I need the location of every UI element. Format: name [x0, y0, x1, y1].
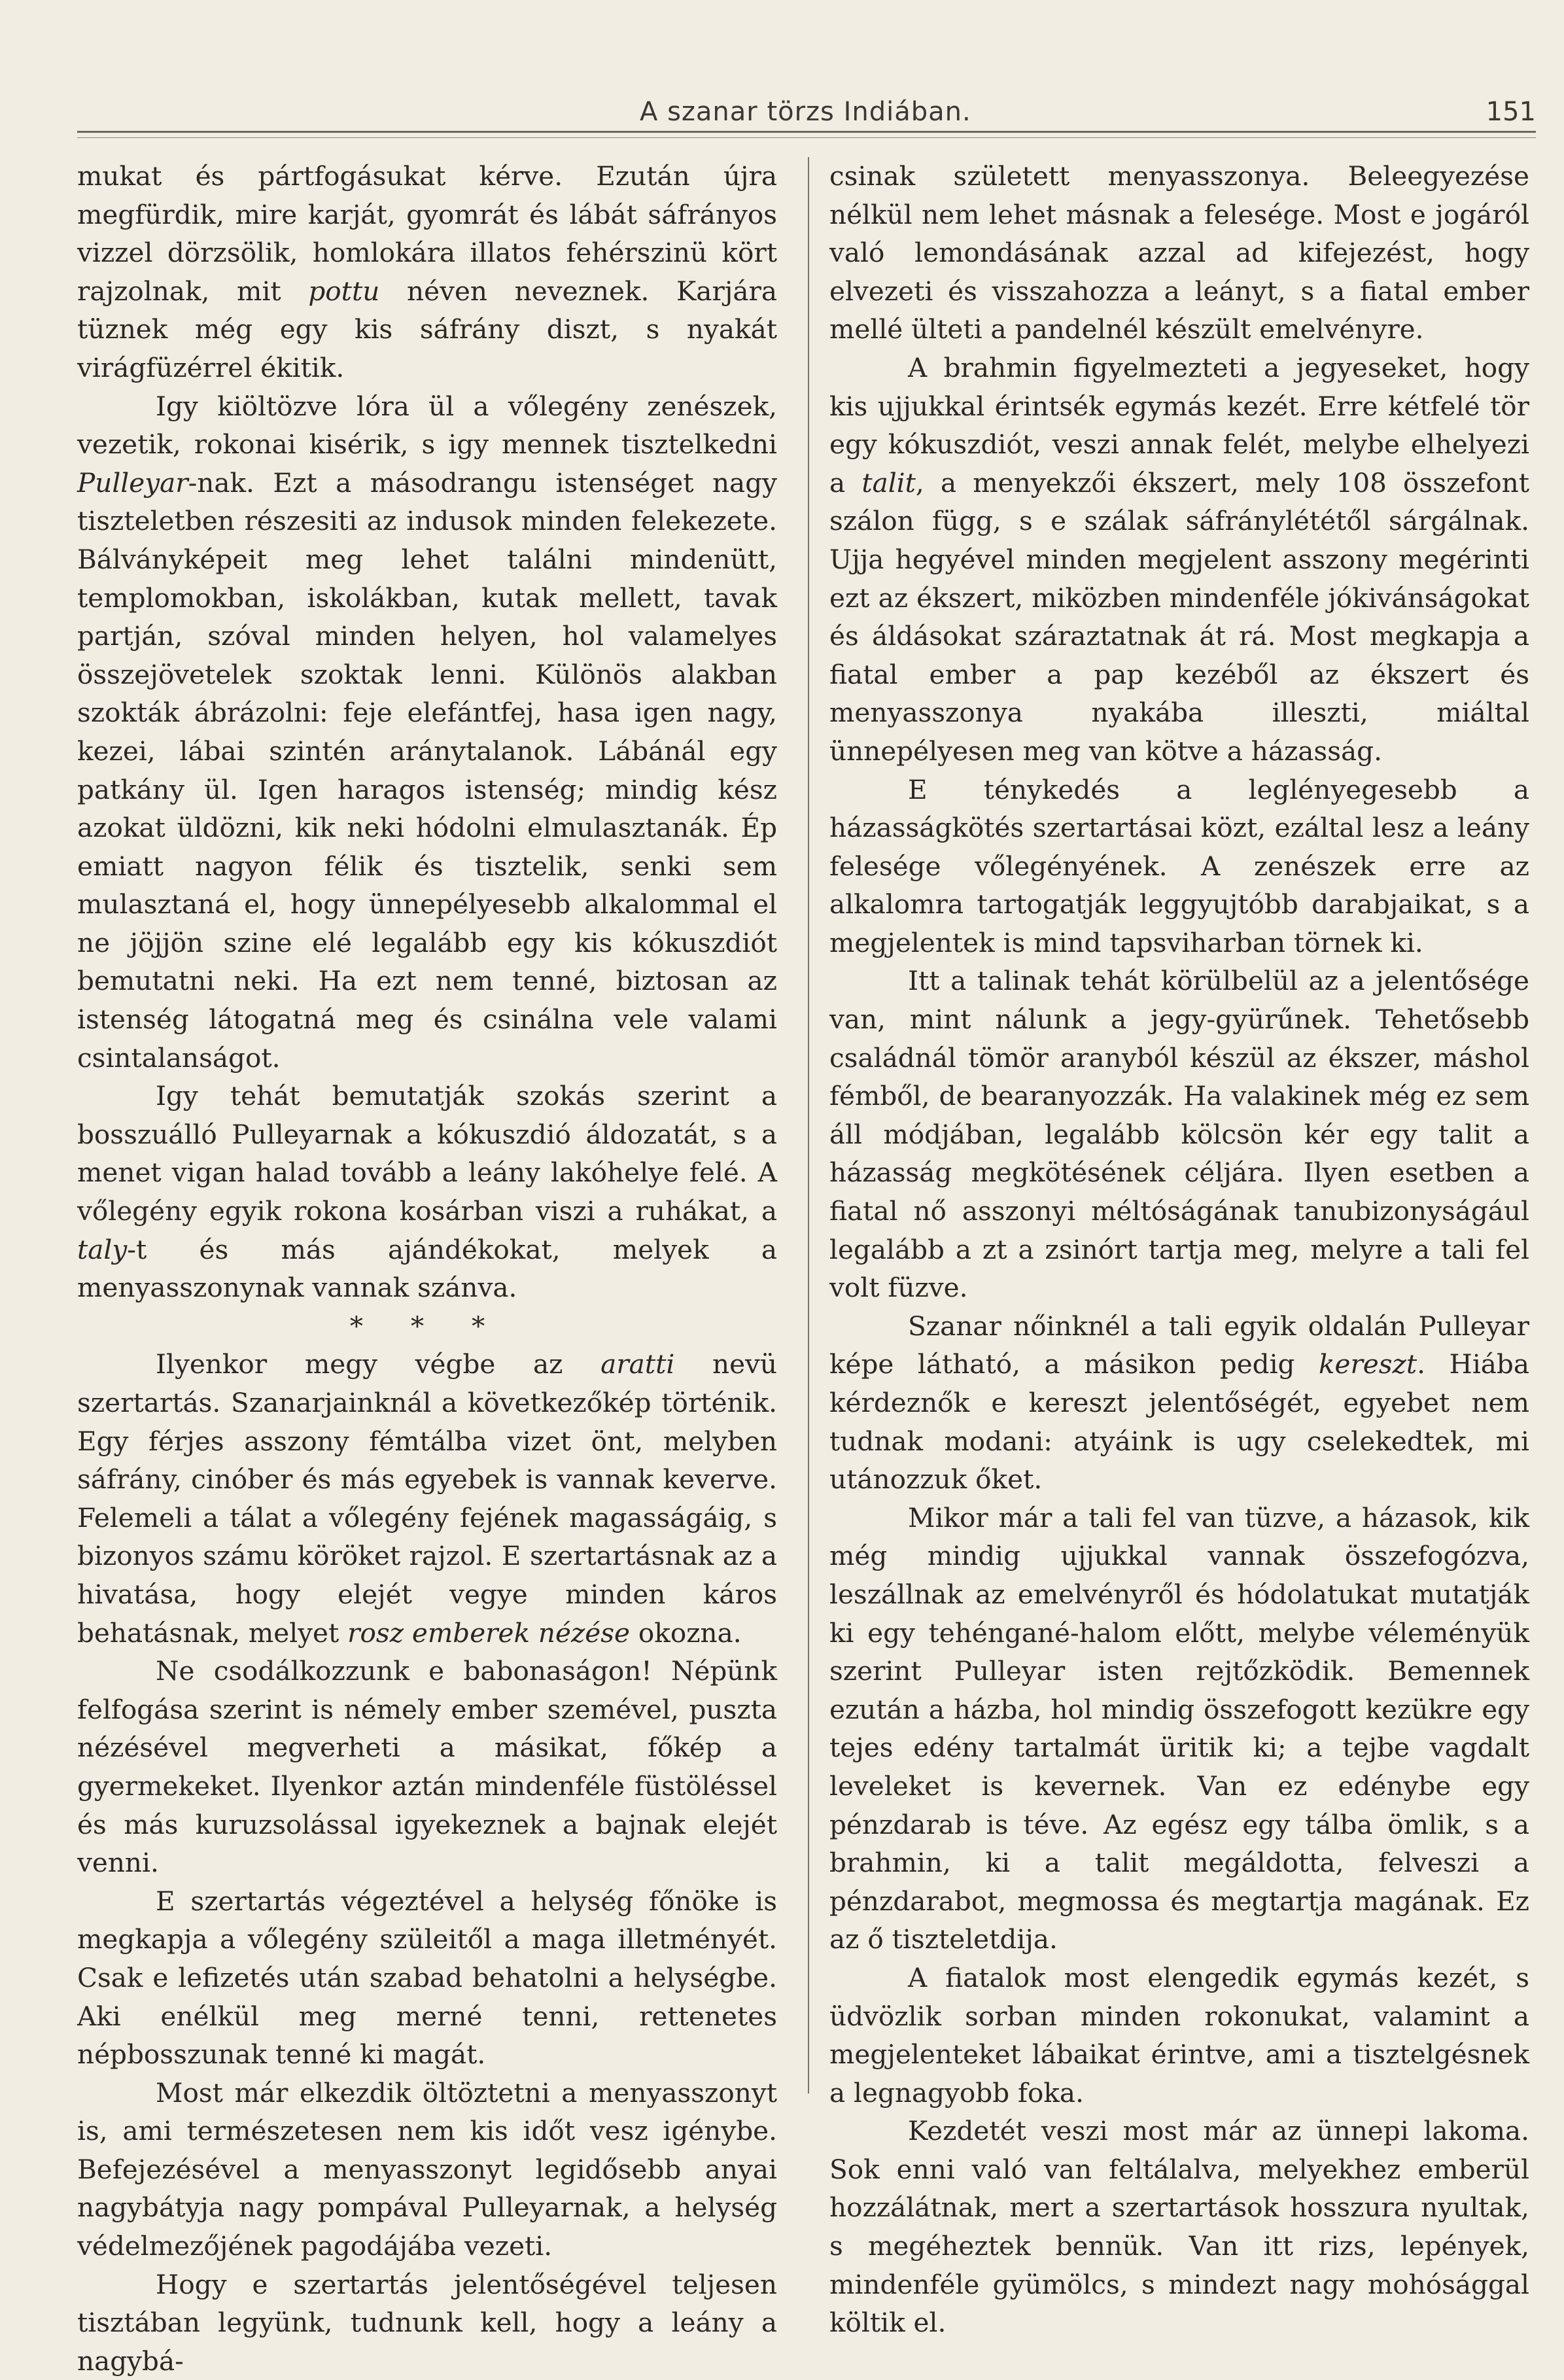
- left-column: [77, 157, 777, 2380]
- paragraph: Itt a talinak tehát körülbelül az a jelentősége van, mint nálunk a jegy-gyürűnek. Tehetősebb családnál tömör aranyból készül az ékszer, máshol fémből, de bearanyozzák. Ha valakinek még ez sem áll módjában, legalább kölcsön kér egy talit a házasság megkötésének céljára. Ilyen esetben a fiatal nő asszonyi méltóságának tanubizonyságául legalább a zt a zsinórt tartja meg, melyre a tali fel volt füzve.: [829, 965, 1529, 1304]
- running-header: [77, 92, 1536, 144]
- paragraph: Igy kiöltözve lóra ül a vőlegény zenészek, vezetik, rokonai kisérik, s igy mennek tisztelkedni Pulleyar-nak. Ezt a másodrangu istenséget nagy tiszteletben részesiti az indusok minden felekezete. Bálványképeit meg lehet találni mindenütt, templomokban, iskolákban, kutak mellett, tavak partján, szóval minden helyen, hol valamelyes összejövetelek szoktak lenni. Különös alakban szokták ábrázolni: feje elefántfej, hasa igen nagy, kezei, lábai szintén aránytalanok. Lábánál egy patkány ül. Igen haragos istenség; mindig kész azokat üldözni, kik neki hódolni elmulasztanák. Ép emiatt nagyon félik és tisztelik, senki sem mulasztaná el, hogy ünnepélyesebb alkalommal el ne jöjjön szine elé legalább egy kis kókuszdiót bemutatni neki. Ha ezt nem tenné, biztosan az istenség látogatná meg és csinálna vele valami csintalanságot.: [77, 390, 777, 1074]
- paragraph: Kezdetét veszi most már az ünnepi lakoma. Sok enni való van feltálalva, melyekhez emberül hozzálátnak, mert a szertartások hosszura nyultak, s megéheztek bennük. Van itt rizs, lepények, mindenféle gyümölcs, s mindezt nagy mohósággal költik el.: [829, 2115, 1529, 2339]
- column-divider: [808, 157, 809, 2093]
- paragraph: Hogy e szertartás jelentőségével teljesen tisztában legyünk, tudnunk kell, hogy a leány a nagybá-: [77, 2268, 777, 2377]
- paragraph: Szanar nőinknél a tali egyik oldalán Pulleyar képe látható, a másikon pedig kereszt. Hiába kérdeznők e kereszt jelentőségét, egyebet nem tudnak modani: atyáink is ugy cselekedtek, mi utánozzuk őket.: [829, 1310, 1529, 1496]
- right-column: [829, 157, 1529, 2342]
- header-rule-thin: [77, 137, 1536, 138]
- paragraph: Ne csodálkozzunk e babonaságon! Népünk felfogása szerint is némely ember szemével, puszta nézésével megverheti a másikat, főkép a gyermekeket. Ilyenkor aztán mindenféle füstöléssel és más kuruzsolással igyekeznek a bajnak elejét venni.: [77, 1655, 777, 1879]
- header-rule: [77, 131, 1536, 133]
- running-title: A szanar törzs Indiában.: [640, 97, 971, 127]
- paragraph: Ilyenkor megy végbe az aratti nevü szertartás. Szanarjainknál a következőkép történik. Egy férjes asszony fémtálba vizet önt, melyben sáfrány, cinóber és más egyebek is vannak keverve. Felemeli a tálat a vőlegény fejének magasságáig, s bizonyos számu köröket rajzol. E szertartásnak az a hivatása, hogy elejét vegye minden káros behatásnak, melyet rosz emberek nézése okozna.: [77, 1348, 778, 1649]
- paragraph: E ténykedés a leglényegesebb a házasságkötés szertartásai közt, ezáltal lesz a leány felesége vőlegényének. A zenészek erre az alkalomra tartogatják leggyujtóbb darabjaikat, s a megjelentek is mind tapsviharban törnek ki.: [829, 773, 1529, 958]
- page-number: 151: [1486, 97, 1536, 127]
- section-break-asterisks: * * *: [349, 1310, 505, 1342]
- paragraph: csinak született menyasszonya. Beleegyezése nélkül nem lehet másnak a felesége. Most e jogáról való lemondásának azzal ad kifejezést, hogy elvezeti és visszahozza a leányt, s a fiatal ember mellé ülteti a pandelnél készült emelvényre.: [829, 160, 1529, 345]
- paragraph: Most már elkezdik öltöztetni a menyasszonyt is, ami természetesen nem kis időt vesz igénybe. Befejezésével a menyasszonyt legidősebb anyai nagybátyja nagy pompával Pulleyarnak, a helység védelmezőjének pagodájába vezeti.: [77, 2076, 777, 2262]
- paragraph: E szertartás végeztével a helység főnöke is megkapja a vőlegény szüleitől a maga illetményét. Csak e lefizetés után szabad behatolni a helységbe. Aki enélkül meg merné tenni, rettenetes népbosszunak tenné ki magát.: [77, 1885, 777, 2071]
- paragraph: Igy tehát bemutatják szokás szerint a bosszuálló Pulleyarnak a kókuszdió áldozatát, s a menet vigan halad tovább a leány lakóhelye felé. A vőlegény egyik rokona kosárban viszi a ruhákat, a taly-t és más ajándékokat, melyek a menyasszonynak vannak szánva.: [77, 1080, 777, 1304]
- paragraph: mukat és pártfogásukat kérve. Ezután újra megfürdik, mire karját, gyomrát és lábát sáfrányos vizzel dörzsölik, homlokára illatos fehérszinü kört rajzolnak, mit pottu néven neveznek. Karjára tüznek még egy kis sáfrány diszt, s nyakát virágfüzérrel ékitik.: [77, 160, 778, 383]
- paragraph: A brahmin figyelmezteti a jegyeseket, hogy kis ujjukkal érintsék egymás kezét. Erre kétfelé tör egy kókuszdiót, veszi annak felét, melybe elhelyezi a talit, a menyekzői ékszert, mely 108 összefont szálon függ, s e szálak sáfránylététől sárgálnak. Ujja hegyével minden megjelent asszony megérinti ezt az ékszert, miközben mindenféle jókivánságokat és áldásokat száraztatnak át rá. Most megkapja a fiatal ember a pap kezéből az ékszert és menyasszonya nyakába illeszti, miáltal ünnepélyesen meg van kötve a házasság.: [829, 351, 1529, 767]
- paragraph: Mikor már a tali fel van tüzve, a házasok, kik még mindig ujjukkal vannak összefogózva, leszállnak az emelvényről és hódolatukat mutatják ki egy tehéngané-halom előtt, melybe véleményük szerint Pulleyar isten rejtőzködik. Bemennek ezután a házba, hol mindig összefogott kezükre egy tejes edény tartalmát üritik ki; a tejbe vagdalt leveleket is kevernek. Van ez edénybe egy pénzdarab is téve. Az egész egy tálba ömlik, s a brahmin, ki a talit megáldotta, felveszi a pénzdarabot, megmossa és megtartja magának. Ez az ő tiszteletdija.: [829, 1501, 1529, 1955]
- paragraph: A fiatalok most elengedik egymás kezét, s üdvözlik sorban minden rokonukat, valamint a megjelenteket lábaikat érintve, ami a tisztelgésnek a legnagyobb foka.: [829, 1961, 1529, 2109]
